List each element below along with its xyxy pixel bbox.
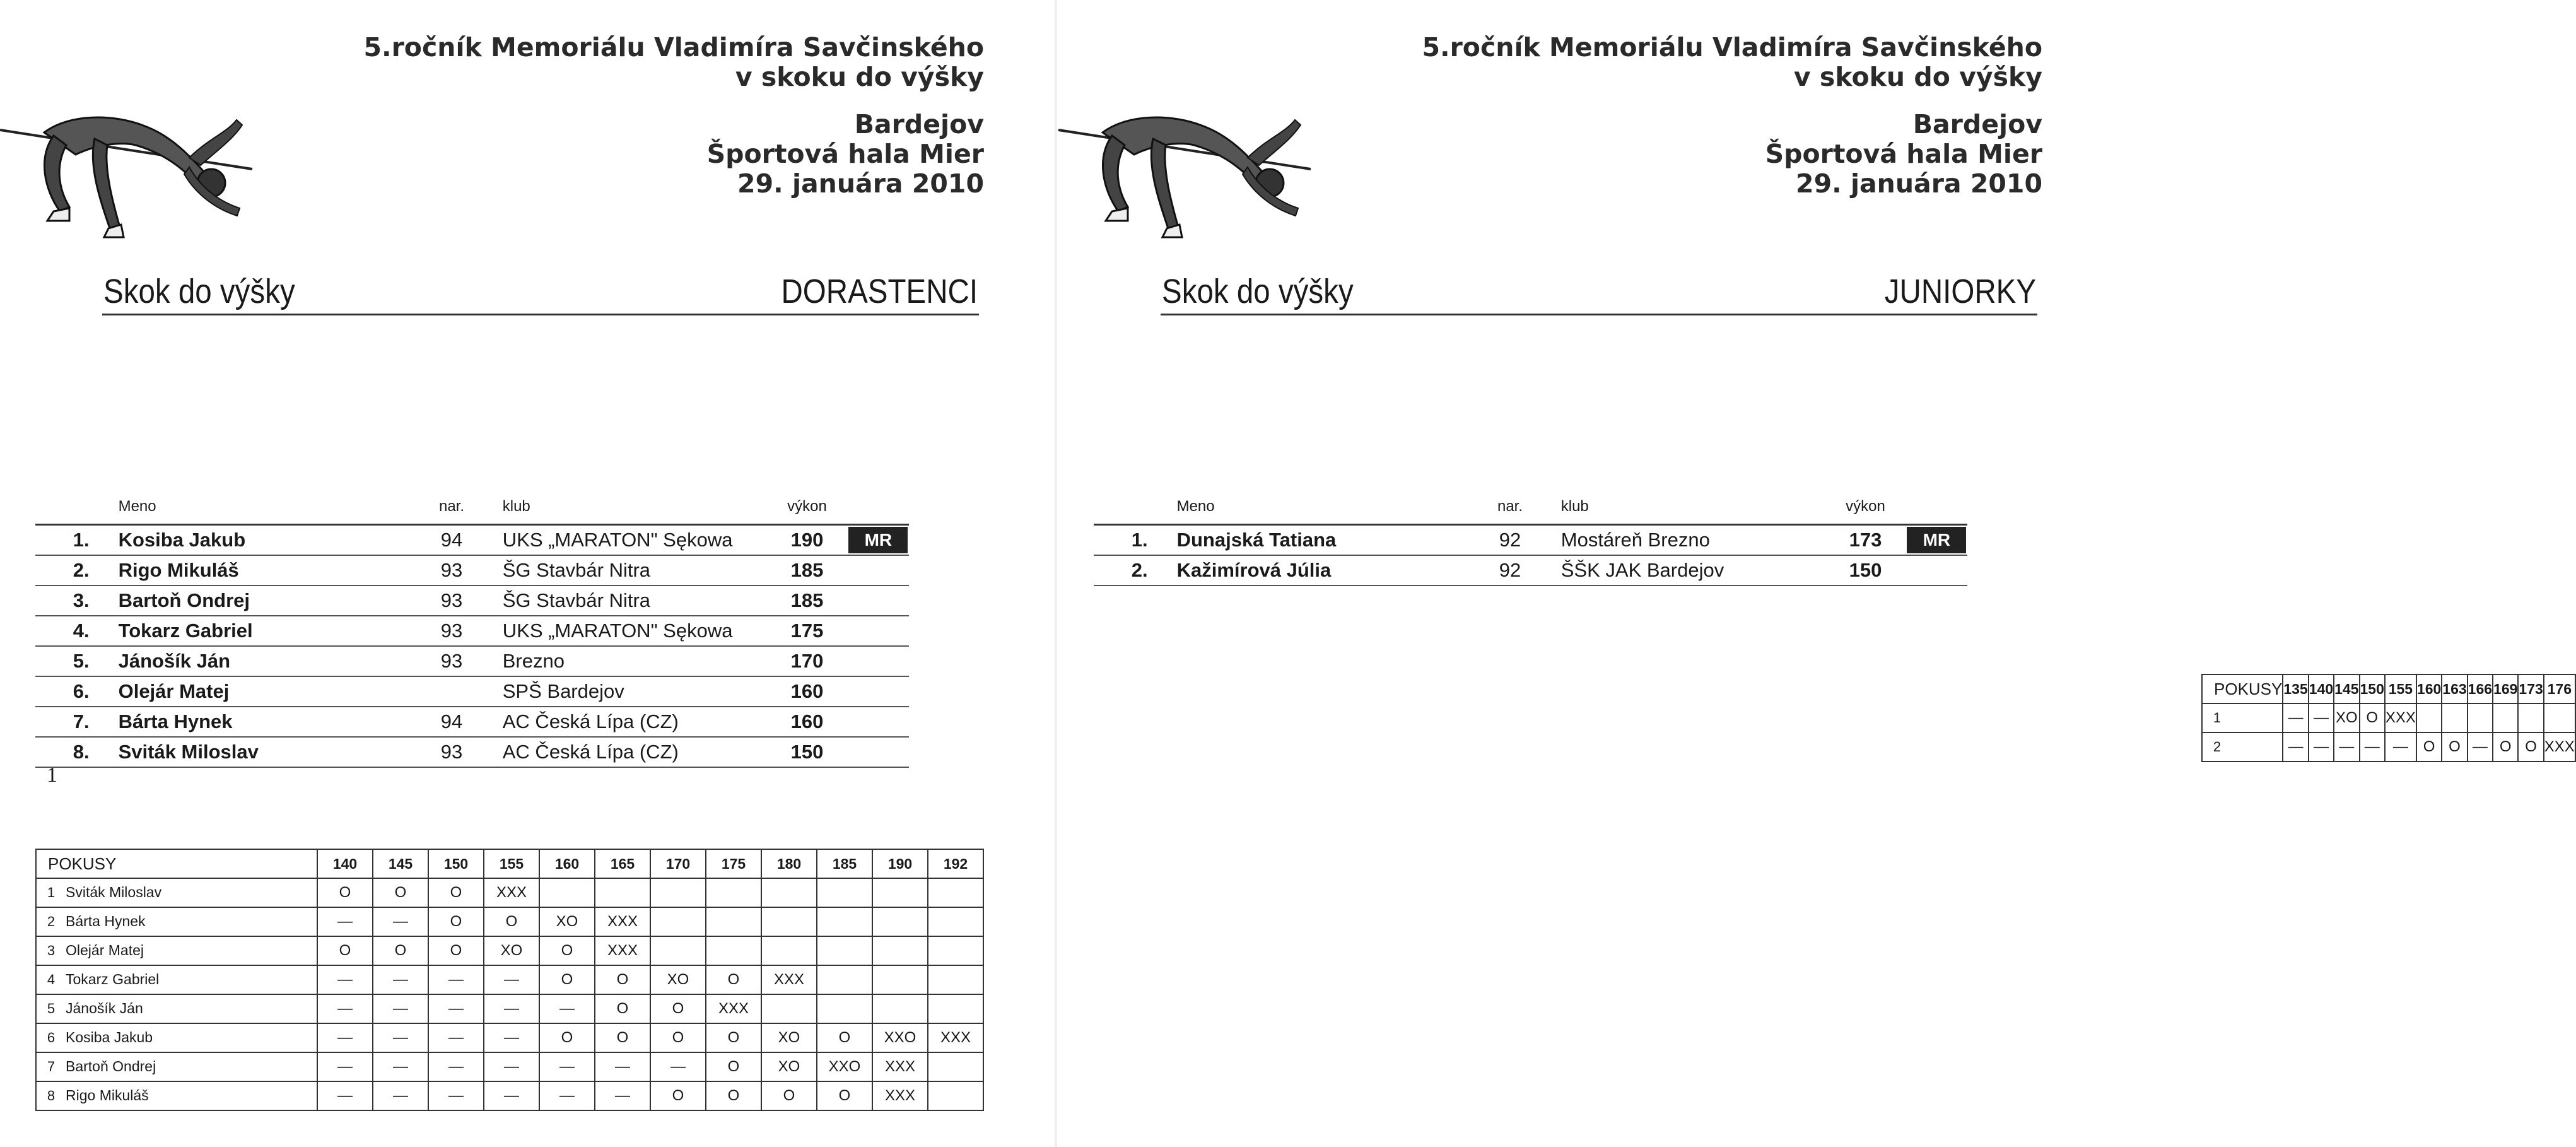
attempt-mark: —: [373, 1023, 428, 1052]
page-fold: [1055, 0, 1057, 1147]
attempt-mark: —: [2334, 732, 2359, 762]
birth-year: 92: [1478, 525, 1542, 556]
attempt-mark: XO: [761, 1052, 817, 1081]
record-note-cell: [842, 616, 909, 646]
height-header: 150: [2360, 674, 2385, 703]
club-name: SPŠ Bardejov: [484, 676, 772, 707]
attempt-mark: O: [373, 936, 428, 965]
record-note-cell: [1900, 525, 1967, 556]
attempt-order: 5: [47, 1001, 56, 1016]
height-header: 190: [872, 849, 928, 878]
performance-value: 185: [772, 585, 843, 616]
height-header: 163: [2442, 674, 2467, 703]
height-header: 170: [650, 849, 706, 878]
attempt-mark: O: [484, 907, 539, 936]
event-city: Bardejov: [1912, 109, 2042, 139]
attempt-athlete-name: Bárta Hynek: [66, 913, 146, 929]
attempt-mark: [539, 878, 595, 907]
event-date: 29. januára 2010: [737, 168, 984, 199]
athlete-name: Bárta Hynek: [102, 707, 420, 737]
attempts-row: [36, 878, 983, 907]
result-rank: 2.: [1094, 555, 1161, 585]
col-club-header: klub: [1542, 490, 1830, 525]
attempt-mark: XO: [650, 965, 706, 994]
athlete-name: Dunajská Tatiana: [1161, 525, 1478, 556]
attempts-athlete-cell: [36, 1081, 317, 1110]
performance-value: 190: [772, 525, 843, 556]
result-rank: 8.: [35, 737, 102, 767]
attempt-athlete-name: Sviták Miloslav: [66, 884, 162, 900]
club-name: Brezno: [484, 646, 772, 676]
attempts-header-row: [36, 849, 983, 878]
attempt-order: 1: [2213, 710, 2222, 726]
attempt-mark: —: [484, 965, 539, 994]
attempts-row: [36, 965, 983, 994]
height-header: 192: [928, 849, 983, 878]
attempt-mark: XO: [2334, 703, 2359, 732]
attempt-mark: —: [484, 1052, 539, 1081]
club-name: ŠŠK JAK Bardejov: [1542, 555, 1830, 585]
category-label: DORASTENCI: [781, 273, 978, 310]
athlete-name: Tokarz Gabriel: [102, 616, 420, 646]
record-badge: MR: [848, 527, 908, 553]
attempt-mark: —: [317, 1023, 373, 1052]
attempt-mark: —: [539, 1081, 595, 1110]
result-row: [35, 676, 909, 707]
attempt-mark: [650, 936, 706, 965]
attempts-row: [36, 1052, 983, 1081]
attempt-mark: O: [2518, 732, 2543, 762]
attempt-mark: XXX: [595, 907, 650, 936]
attempt-mark: —: [428, 1081, 484, 1110]
attempt-mark: O: [761, 1081, 817, 1110]
performance-value: 170: [772, 646, 843, 676]
event-title: 5.ročník Memoriálu Vladimíra Savčinského: [1422, 32, 2042, 62]
attempt-mark: [928, 936, 983, 965]
attempt-mark: —: [484, 1081, 539, 1110]
attempt-mark: O: [650, 1081, 706, 1110]
birth-year: 94: [419, 707, 484, 737]
attempt-mark: XXO: [872, 1023, 928, 1052]
event-date: 29. januára 2010: [1796, 168, 2042, 199]
attempt-mark: [817, 965, 872, 994]
attempt-order: 2: [2213, 739, 2222, 755]
attempt-mark: [872, 965, 928, 994]
result-row: [35, 707, 909, 737]
attempt-athlete-name: Tokarz Gabriel: [66, 971, 160, 987]
event-header: [1422, 33, 2042, 199]
result-rank: 1.: [35, 525, 102, 556]
attempt-mark: —: [2283, 703, 2308, 732]
height-header: 150: [428, 849, 484, 878]
attempts-athlete-cell: [2202, 732, 2283, 762]
attempt-mark: [761, 878, 817, 907]
attempt-mark: O: [706, 1023, 761, 1052]
record-note-cell: [842, 737, 909, 767]
attempts-row: [2202, 732, 2575, 762]
height-header: 145: [2334, 674, 2359, 703]
attempt-mark: [595, 878, 650, 907]
record-note-cell: [842, 525, 909, 556]
attempts-row: [36, 907, 983, 936]
performance-value: 185: [772, 555, 843, 585]
attempt-order: 8: [47, 1088, 56, 1103]
attempts-athlete-cell: [36, 936, 317, 965]
attempt-mark: O: [650, 994, 706, 1023]
attempt-order: 2: [47, 914, 56, 929]
record-badge: MR: [1907, 527, 1966, 553]
attempt-mark: O: [817, 1081, 872, 1110]
performance-value: 150: [1830, 555, 1901, 585]
col-name-header: Meno: [1161, 490, 1478, 525]
event-venue: Športová hala Mier: [706, 139, 984, 169]
height-header: 169: [2493, 674, 2518, 703]
attempt-mark: O: [428, 878, 484, 907]
discipline-label: Skok do výšky: [1162, 273, 1354, 310]
attempt-mark: [761, 994, 817, 1023]
attempts-row: [2202, 703, 2575, 732]
attempt-mark: O: [2416, 732, 2442, 762]
attempt-mark: XO: [484, 936, 539, 965]
club-name: UKS „MARATON" Sękowa: [484, 525, 772, 556]
discipline-label: Skok do výšky: [103, 273, 295, 310]
birth-year: [419, 676, 484, 707]
attempt-mark: XXX: [484, 878, 539, 907]
birth-year: 93: [419, 737, 484, 767]
birth-year: 94: [419, 525, 484, 556]
height-header: 160: [539, 849, 595, 878]
attempt-mark: —: [317, 1081, 373, 1110]
col-born-header: nar.: [1478, 490, 1542, 525]
results-header-row: [35, 490, 909, 525]
height-header: 175: [706, 849, 761, 878]
attempt-mark: —: [428, 965, 484, 994]
height-header: 180: [761, 849, 817, 878]
attempt-mark: [650, 907, 706, 936]
attempt-mark: [928, 907, 983, 936]
record-note-cell: [842, 676, 909, 707]
category-label: JUNIORKY: [1884, 273, 2036, 310]
result-rank: 5.: [35, 646, 102, 676]
section-title-bar: [102, 268, 979, 315]
height-header: 173: [2518, 674, 2543, 703]
attempt-mark: —: [373, 907, 428, 936]
attempts-header-row: [2202, 674, 2575, 703]
attempt-mark: [2442, 703, 2467, 732]
attempt-mark: [817, 878, 872, 907]
attempt-order: 1: [47, 885, 56, 900]
attempts-athlete-cell: [36, 1023, 317, 1052]
attempt-mark: XXX: [928, 1023, 983, 1052]
attempts-row: [36, 1081, 983, 1110]
attempt-mark: [928, 994, 983, 1023]
attempt-mark: —: [2283, 732, 2308, 762]
performance-value: 173: [1830, 525, 1901, 556]
attempt-mark: —: [373, 994, 428, 1023]
height-header: 176: [2544, 674, 2575, 703]
attempt-athlete-name: Olejár Matej: [66, 942, 144, 958]
event-subtitle: v skoku do výšky: [1793, 62, 2042, 92]
col-club-header: klub: [484, 490, 772, 525]
attempt-mark: —: [317, 994, 373, 1023]
attempt-mark: O: [428, 936, 484, 965]
col-perf-header: výkon: [1830, 490, 1901, 525]
attempt-mark: O: [539, 1023, 595, 1052]
attempt-mark: O: [428, 907, 484, 936]
attempts-athlete-cell: [36, 1052, 317, 1081]
performance-value: 160: [772, 676, 843, 707]
performance-value: 160: [772, 707, 843, 737]
attempt-mark: —: [428, 994, 484, 1023]
event-title: 5.ročník Memoriálu Vladimíra Savčinského: [363, 32, 984, 62]
record-note-cell: [842, 646, 909, 676]
attempt-mark: XXX: [761, 965, 817, 994]
athlete-name: Sviták Miloslav: [102, 737, 420, 767]
right-page: [1058, 0, 2575, 1147]
result-rank: 4.: [35, 616, 102, 646]
attempt-mark: XO: [761, 1023, 817, 1052]
attempt-mark: XXX: [872, 1081, 928, 1110]
attempt-mark: O: [539, 936, 595, 965]
attempt-mark: [817, 994, 872, 1023]
attempt-mark: [761, 936, 817, 965]
attempt-mark: [928, 965, 983, 994]
attempt-mark: [928, 1081, 983, 1110]
high-jumper-illustration: [1058, 95, 1323, 240]
birth-year: 92: [1478, 555, 1542, 585]
attempt-mark: O: [317, 936, 373, 965]
result-row: [35, 616, 909, 646]
height-header: 145: [373, 849, 428, 878]
attempt-mark: [817, 936, 872, 965]
attempt-mark: [2416, 703, 2442, 732]
attempt-mark: [872, 878, 928, 907]
attempt-mark: —: [595, 1081, 650, 1110]
attempt-order: 6: [47, 1030, 56, 1045]
attempt-athlete-name: Jánošík Ján: [66, 1000, 143, 1016]
attempts-row: [36, 994, 983, 1023]
record-note-cell: [842, 585, 909, 616]
birth-year: 93: [419, 555, 484, 585]
attempt-mark: XXX: [872, 1052, 928, 1081]
attempt-mark: —: [539, 994, 595, 1023]
attempt-mark: [706, 936, 761, 965]
result-rank: 3.: [35, 585, 102, 616]
attempt-mark: [2468, 703, 2493, 732]
result-row: [35, 555, 909, 585]
attempt-mark: O: [2442, 732, 2467, 762]
result-rank: 7.: [35, 707, 102, 737]
attempt-order: 7: [47, 1059, 56, 1074]
attempt-mark: —: [484, 994, 539, 1023]
event-header: [363, 33, 984, 199]
result-row: [35, 585, 909, 616]
attempt-order: 3: [47, 943, 56, 958]
attempts-athlete-cell: [36, 965, 317, 994]
attempt-mark: XXX: [2544, 732, 2575, 762]
attempt-mark: XXX: [2385, 703, 2416, 732]
record-note-cell: [842, 707, 909, 737]
attempt-mark: —: [2468, 732, 2493, 762]
club-name: Mostáreň Brezno: [1542, 525, 1830, 556]
birth-year: 93: [419, 616, 484, 646]
attempt-mark: [928, 1052, 983, 1081]
attempt-mark: O: [317, 878, 373, 907]
attempt-mark: O: [595, 965, 650, 994]
attempt-mark: —: [595, 1052, 650, 1081]
height-header: 140: [317, 849, 373, 878]
attempt-order: 4: [47, 972, 56, 987]
result-row: [35, 525, 909, 556]
attempt-mark: XXX: [595, 936, 650, 965]
height-header: 160: [2416, 674, 2442, 703]
attempt-mark: O: [706, 1081, 761, 1110]
athlete-name: Bartoň Ondrej: [102, 585, 420, 616]
result-row: [35, 737, 909, 767]
attempt-mark: —: [317, 1052, 373, 1081]
attempt-mark: —: [2309, 732, 2334, 762]
club-name: AC Česká Lípa (CZ): [484, 707, 772, 737]
attempt-mark: [817, 907, 872, 936]
attempt-mark: [872, 936, 928, 965]
attempt-mark: O: [2493, 732, 2518, 762]
results-table: [1094, 490, 1967, 586]
birth-year: 93: [419, 585, 484, 616]
performance-value: 175: [772, 616, 843, 646]
club-name: UKS „MARATON" Sękowa: [484, 616, 772, 646]
attempts-row: [36, 936, 983, 965]
col-name-header: Meno: [102, 490, 420, 525]
result-row: [35, 646, 909, 676]
attempt-mark: O: [650, 1023, 706, 1052]
height-header: 185: [817, 849, 872, 878]
attempt-mark: XO: [539, 907, 595, 936]
height-header: 140: [2309, 674, 2334, 703]
col-perf-header: výkon: [772, 490, 843, 525]
height-header: 165: [595, 849, 650, 878]
height-header: 155: [2385, 674, 2416, 703]
result-rank: 1.: [1094, 525, 1161, 556]
attempt-mark: O: [706, 1052, 761, 1081]
attempt-mark: [2518, 703, 2543, 732]
attempt-mark: —: [484, 1023, 539, 1052]
attempt-mark: —: [2309, 703, 2334, 732]
athlete-name: Kažimírová Júlia: [1161, 555, 1478, 585]
event-subtitle: v skoku do výšky: [735, 62, 984, 92]
high-jumper-illustration: [0, 95, 265, 240]
height-header: 155: [484, 849, 539, 878]
attempt-mark: O: [373, 878, 428, 907]
attempt-mark: —: [2360, 732, 2385, 762]
attempts-athlete-cell: [36, 878, 317, 907]
attempt-mark: —: [2385, 732, 2416, 762]
attempt-mark: [650, 878, 706, 907]
attempt-mark: [2493, 703, 2518, 732]
result-row: [1094, 555, 1967, 585]
club-name: ŠG Stavbár Nitra: [484, 585, 772, 616]
attempt-mark: O: [2360, 703, 2385, 732]
attempt-mark: [928, 878, 983, 907]
height-header: 135: [2283, 674, 2308, 703]
attempt-mark: —: [373, 1052, 428, 1081]
event-city: Bardejov: [854, 109, 984, 139]
left-page: [0, 0, 1058, 1147]
attempts-label: POKUSY: [36, 849, 317, 878]
attempt-mark: —: [428, 1023, 484, 1052]
attempt-mark: —: [539, 1052, 595, 1081]
attempt-athlete-name: Bartoň Ondrej: [66, 1058, 156, 1074]
attempt-mark: O: [706, 965, 761, 994]
col-born-header: nar.: [419, 490, 484, 525]
results-header-row: [1094, 490, 1967, 525]
attempt-mark: O: [595, 1023, 650, 1052]
club-name: AC Česká Lípa (CZ): [484, 737, 772, 767]
performance-value: 150: [772, 737, 843, 767]
athlete-name: Jánošík Ján: [102, 646, 420, 676]
attempts-athlete-cell: [36, 907, 317, 936]
attempts-label: POKUSY: [2202, 674, 2283, 703]
attempts-athlete-cell: [36, 994, 317, 1023]
attempt-mark: O: [817, 1023, 872, 1052]
attempt-mark: —: [317, 907, 373, 936]
attempts-athlete-cell: [2202, 703, 2283, 732]
record-note-cell: [1900, 555, 1967, 585]
attempt-mark: O: [595, 994, 650, 1023]
attempt-mark: XXX: [706, 994, 761, 1023]
record-note-cell: [842, 555, 909, 585]
attempts-table: [35, 849, 984, 1111]
attempt-mark: O: [539, 965, 595, 994]
attempt-mark: —: [373, 965, 428, 994]
athlete-name: Olejár Matej: [102, 676, 420, 707]
attempt-mark: —: [317, 965, 373, 994]
attempt-mark: [706, 878, 761, 907]
attempt-mark: —: [373, 1081, 428, 1110]
athlete-name: Kosiba Jakub: [102, 525, 420, 556]
attempt-mark: —: [650, 1052, 706, 1081]
height-header: 166: [2468, 674, 2493, 703]
birth-year: 93: [419, 646, 484, 676]
attempt-mark: [872, 994, 928, 1023]
attempt-mark: —: [428, 1052, 484, 1081]
result-rank: 6.: [35, 676, 102, 707]
attempt-mark: [872, 907, 928, 936]
attempt-athlete-name: Rigo Mikuláš: [66, 1087, 149, 1103]
result-row: [1094, 525, 1967, 556]
attempt-mark: XXO: [817, 1052, 872, 1081]
attempt-mark: [2544, 703, 2575, 732]
attempt-mark: [761, 907, 817, 936]
attempt-athlete-name: Kosiba Jakub: [66, 1029, 153, 1045]
stray-mark: 1: [47, 763, 57, 787]
attempts-row: [36, 1023, 983, 1052]
event-venue: Športová hala Mier: [1765, 139, 2042, 169]
attempt-mark: [706, 907, 761, 936]
attempts-table: [2201, 674, 2576, 762]
results-table: [35, 490, 909, 768]
club-name: ŠG Stavbár Nitra: [484, 555, 772, 585]
section-title-bar: [1161, 268, 2037, 315]
result-rank: 2.: [35, 555, 102, 585]
athlete-name: Rigo Mikuláš: [102, 555, 420, 585]
